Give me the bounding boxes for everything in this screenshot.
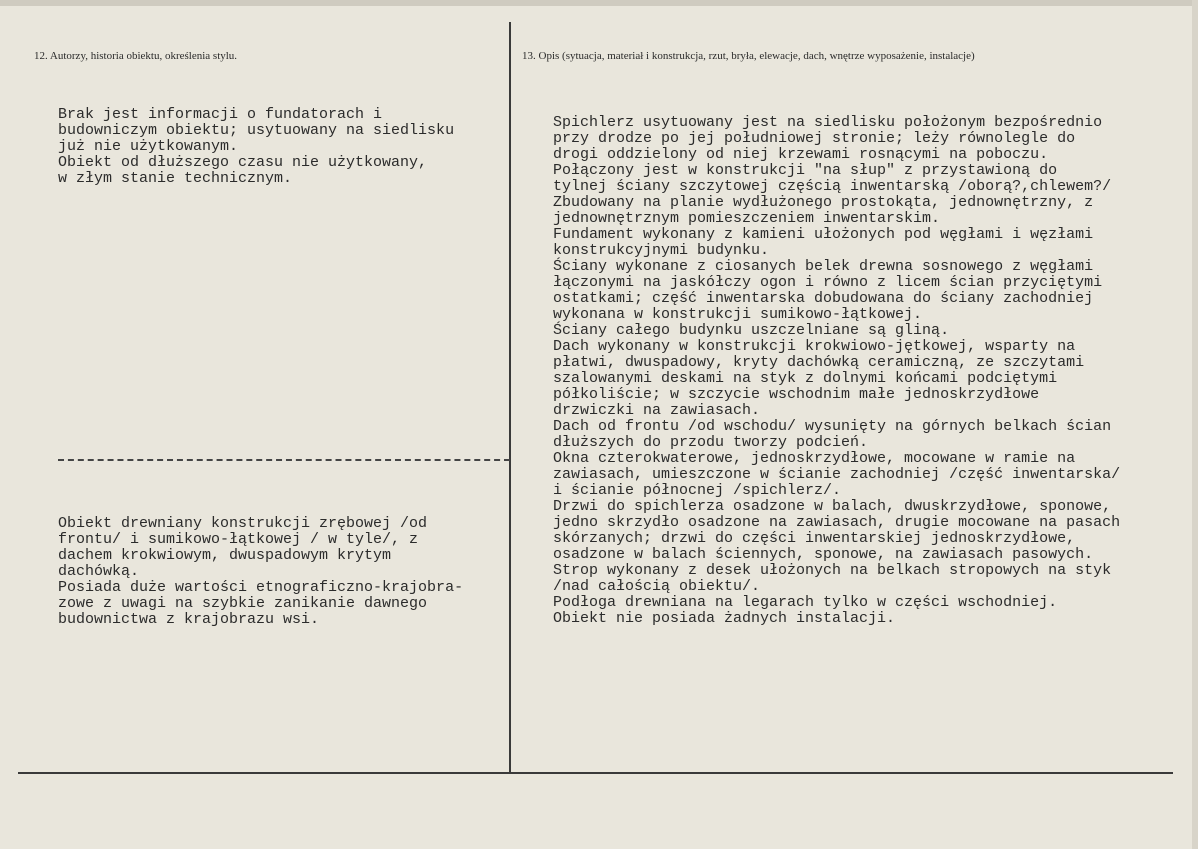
style-text: Obiekt drewniany konstrukcji zrębowej /od frontu/ i sumikowo-łątkowej / w tyle/, z dachem krokwiowym, dwuspadowym krytym dachówką. Posiada duże wartości etnograficzno-krajobra- zowe z uwagi na szybkie zanikanie dawnego budownictwa z krajobrazu wsi.: [58, 515, 464, 628]
column-divider: [509, 22, 511, 774]
history-text: Brak jest informacji o fundatorach i budowniczym obiektu; usytuowany na siedlisku już nie użytkowanym. Obiekt od dłuższego czasu nie użytkowany, w złym stanie technicznym.: [58, 106, 455, 187]
dashed-separator: [58, 459, 510, 461]
section-12-header: 12. Autorzy, historia obiektu, określenia stylu.: [34, 50, 238, 62]
bottom-rule: [18, 772, 1173, 774]
scan-edge-top: [0, 0, 1198, 6]
scan-edge-right: [1192, 0, 1198, 849]
description-text: Spichlerz usytuowany jest na siedlisku położonym bezpośrednio przy drodze po jej południowej stronie; leży równolegle do drogi oddzielony od niej krzewami rosnącymi na poboczu. Połączony jest w konstrukcji "na słup" z przystawioną do tylnej ściany szczytowej częścią inwentarską /oborą?,chlewem?/ Zbudowany na planie wydłużonego prostokąta, jednownętrzny, z jednownętrznym pomieszczeniem inwentarskim. Fundament wykonany z kamieni ułożonych pod węgłami i węzłami konstrukcyjnymi budynku. Ściany wykonane z ciosanych belek drewna sosnowego z węgłami łączonymi na jaskółczy ogon i równo z licem ścian przyciętymi ostatkami; część inwentarska dobudowana do ściany zachodniej wykonana w konstrukcji sumikowo-łątkowej. Ściany całego budynku uszczelniane są gliną. Dach wykonany w konstrukcji krokwiowo-jętkowej, wsparty na płatwi, dwuspadowy, kryty dachówką ceramiczną, ze szczytami szalowanymi deskami na styk z dolnymi końcami podciętymi półkoliście; w szczycie wschodnim małe jednoskrzydłowe drzwiczki na zawiasach. Dach od frontu /od wschodu/ wysunięty na górnych belkach ścian dłuższych do przodu tworzy podcień. Okna czterokwaterowe, jednoskrzydłowe, mocowane w ramie na zawiasach, umieszczone w ścianie zachodniej /część inwentarska/ i ścianie północnej /spichlerz/. Drzwi do spichlerza osadzone w balach, dwuskrzydłowe, sponowe, jedno skrzydło osadzone na zawiasach, drugie mocowane na pasach skórzanych; drzwi do części inwentarskiej jednoskrzydłowe, osadzone w balach ściennych, sponowe, na zawiasach pasowych. Strop wykonany z desek ułożonych na belkach stropowych na styk /nad całością obiektu/. Podłoga drewniana na legarach tylko w części wschodniej. Obiekt nie posiada żadnych instalacji.: [553, 114, 1121, 627]
section-13-header: 13. Opis (sytuacja, materiał i konstrukcja, rzut, bryła, elewacje, dach, wnętrze wyposażenie, instalacje): [522, 50, 975, 62]
